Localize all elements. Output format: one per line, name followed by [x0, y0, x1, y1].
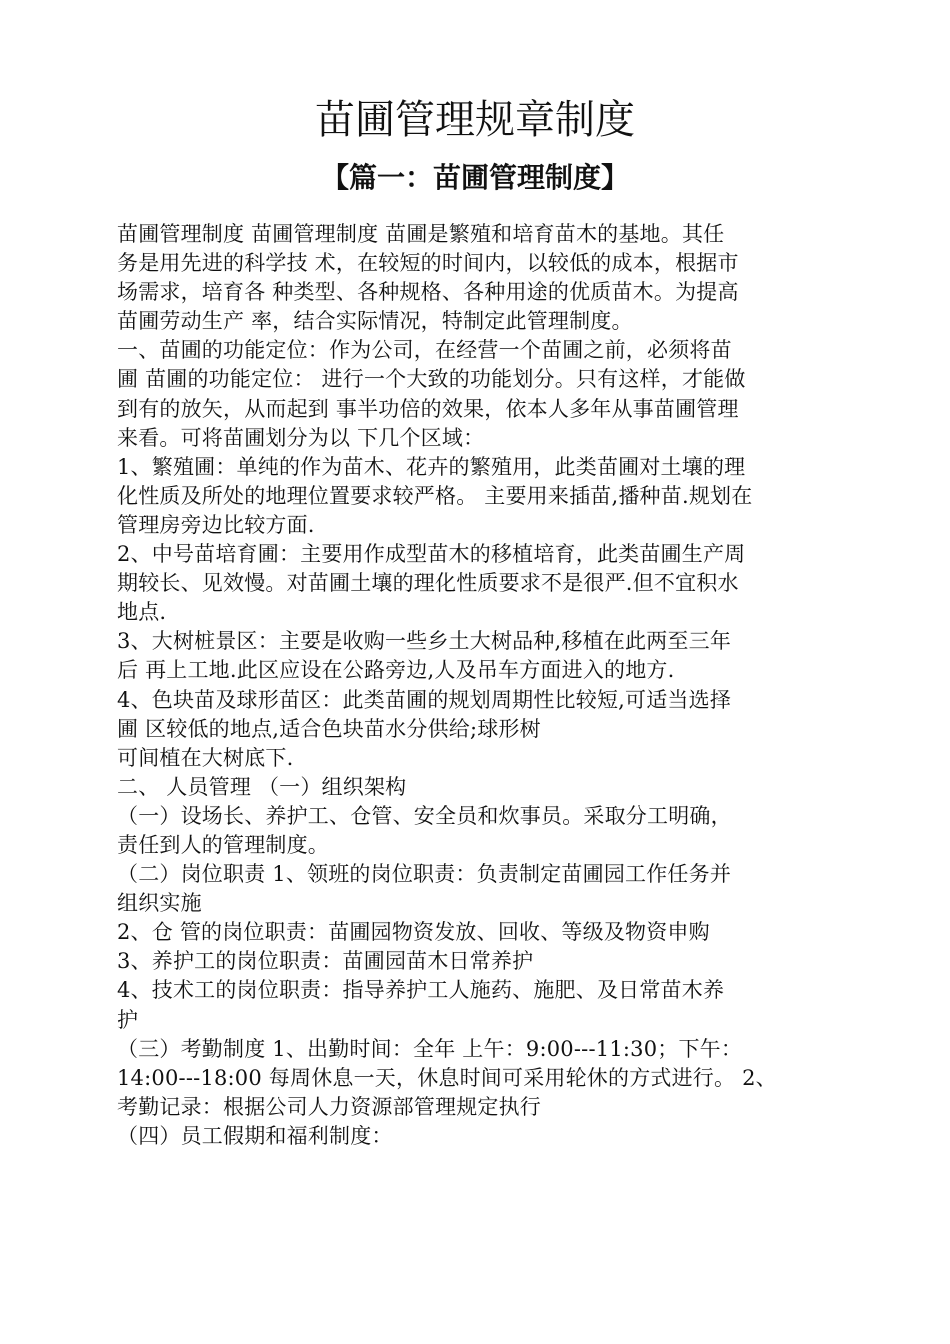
text-line: 2、仓 管的岗位职责：苗圃园物资发放、回收、等级及物资申购 — [117, 920, 710, 945]
text-line: 4、技术工的岗位职责：指导养护工人施药、施肥、及日常苗木养 — [117, 978, 725, 1003]
text-line: 来看。可将苗圃划分为以 下几个区域： — [117, 425, 485, 450]
text-line: 期较长、见效慢。对苗圃土壤的理化性质要求不是很严.但不宜积水 — [117, 571, 739, 596]
document-body — [117, 220, 862, 1151]
text-line: 苗圃劳动生产 率，结合实际情况，特制定此管理制度。 — [117, 309, 633, 334]
text-line: 3、大树桩景区：主要是收购一些乡土大树品种,移植在此两至三年 — [117, 629, 732, 654]
text-line: 到有的放矢，从而起到 事半功倍的效果，依本人多年从事苗圃管理 — [117, 396, 739, 421]
text-line: （四）员工假期和福利制度： — [117, 1123, 393, 1148]
text-line: 管理房旁边比较方面. — [117, 512, 315, 537]
text-line: 场需求，培育各 种类型、各种规格、各种用途的优质苗木。为提高 — [117, 280, 739, 305]
text-line: （一）设场长、养护工、仓管、安全员和炊事员。采取分工明确， — [117, 803, 732, 828]
text-line: 可间植在大树底下. — [117, 745, 294, 770]
text-line: 考勤记录：根据公司人力资源部管理规定执行 — [117, 1094, 541, 1119]
text-line: 二、 人员管理 （一）组织架构 — [117, 774, 407, 799]
text-line: 责任到人的管理制度。 — [117, 832, 329, 857]
document-title: 苗圃管理规章制度 — [315, 97, 635, 143]
text-line: 护 — [117, 1007, 139, 1032]
text-line: 地点. — [117, 600, 167, 625]
text-line: （二）岗位职责 1、领班的岗位职责：负责制定苗圃园工作任务并 — [117, 862, 732, 887]
text-line: 组织实施 — [117, 891, 202, 916]
document-subtitle: 【篇一：苗圃管理制度】 — [320, 161, 629, 194]
text-line: 一、苗圃的功能定位：作为公司，在经营一个苗圃之前，必须将苗 — [117, 338, 732, 363]
text-line: 圃 区较低的地点,适合色块苗水分供给;球形树 — [117, 716, 541, 741]
text-line: 3、养护工的岗位职责：苗圃园苗木日常养护 — [117, 949, 534, 974]
text-line: 务是用先进的科学技 术，在较短的时间内，以较低的成本，根据市 — [117, 251, 739, 276]
text-line: （三）考勤制度 1、出勤时间：全年 上午：9:00---11:30；下午： — [117, 1036, 743, 1061]
text-line: 苗圃管理制度 苗圃管理制度 苗圃是繁殖和培育苗木的基地。其任 — [117, 222, 725, 246]
text-line: 4、色块苗及球形苗区：此类苗圃的规划周期性比较短,可适当选择 — [117, 687, 732, 712]
text-line: 2、中号苗培育圃：主要用作成型苗木的移植培育，此类苗圃生产周 — [117, 542, 746, 567]
text-line: 化性质及所处的地理位置要求较严格。 主要用来插苗,播种苗.规划在 — [117, 483, 753, 508]
text-line: 圃 苗圃的功能定位： 进行一个大致的功能划分。只有这样，才能做 — [117, 367, 746, 392]
text-line: 后 再上工地.此区应设在公路旁边,人及吊车方面进入的地方. — [117, 658, 675, 683]
text-line: 1、繁殖圃：单纯的作为苗木、花卉的繁殖用，此类苗圃对土壤的理 — [117, 454, 746, 479]
text-line: 14:00---18:00 每周休息一天，休息时间可采用轮休的方式进行。 2、 — [117, 1065, 777, 1090]
